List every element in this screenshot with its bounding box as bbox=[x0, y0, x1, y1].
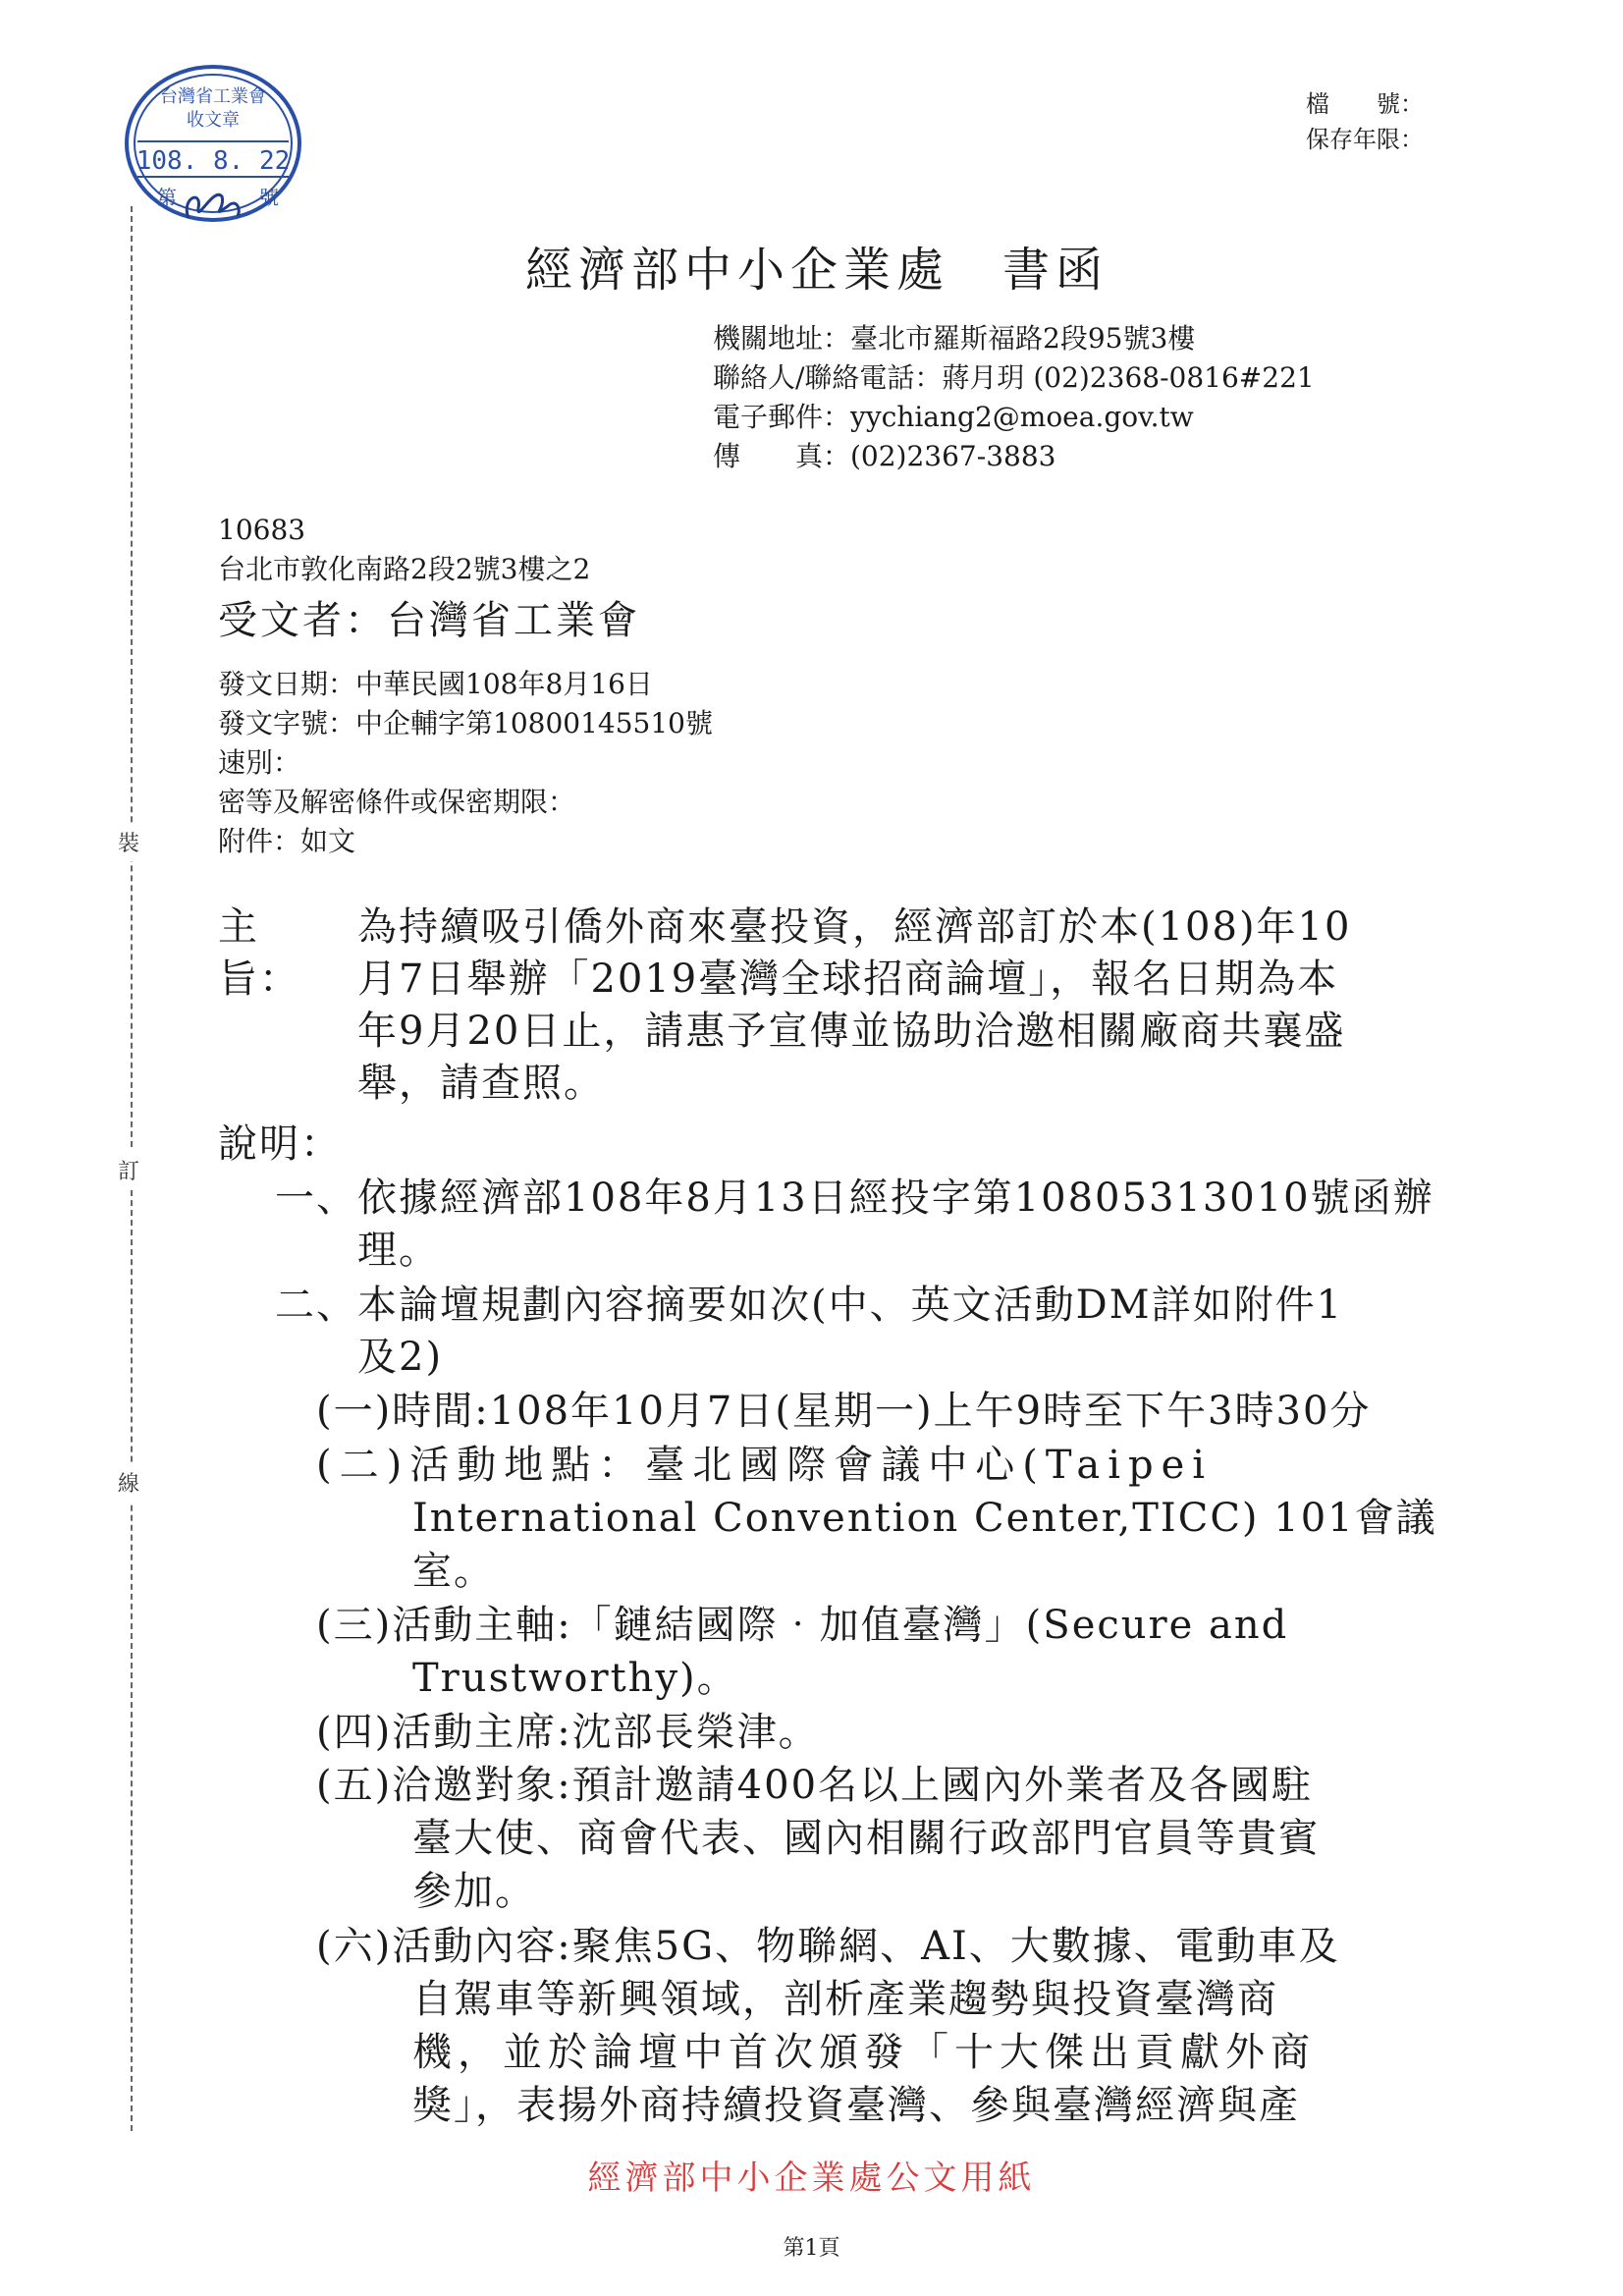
document-title bbox=[525, 232, 1109, 300]
speed-class: 速別： bbox=[218, 746, 301, 779]
recipient: 受文者：台灣省工業會 bbox=[218, 598, 640, 643]
binding-mark-ding: 訂 bbox=[118, 1151, 139, 1189]
binding-mark-zhuang: 裝 bbox=[118, 823, 139, 861]
stamp-number-prefix: 第 bbox=[157, 186, 177, 209]
contact-person: 聯絡人/聯絡電話：蔣月玥 (02)2368-0816#221 bbox=[713, 361, 1315, 394]
stamp-org: 台灣省工業會 bbox=[160, 86, 266, 107]
subject-line: 月7日舉辦「2019臺灣全球招商論壇」，報名日期為本 bbox=[357, 957, 1339, 1002]
received-stamp bbox=[120, 61, 306, 226]
stamp-number-suffix: 號 bbox=[259, 186, 279, 209]
sub-item-2: (二)活動地點：臺北國際會議中心(Taipei bbox=[316, 1443, 1214, 1488]
street-address: 台北市敦化南路2段2號3樓之2 bbox=[218, 553, 591, 585]
recipient-address bbox=[218, 511, 590, 589]
stamp-date: 108. 8. 22 bbox=[135, 146, 291, 176]
explanation-item-1-cont: 理。 bbox=[357, 1228, 440, 1273]
issuing-org: 經濟部中小企業處 bbox=[525, 243, 950, 298]
sub-item-3: (三)活動主軸:「鏈結國際‧加值臺灣」(Secure and bbox=[316, 1603, 1289, 1648]
secrecy-level: 密等及解密條件或保密期限： bbox=[218, 786, 576, 818]
explanation-item-2-cont: 及2) bbox=[357, 1335, 444, 1380]
signature-mark bbox=[187, 194, 239, 218]
explanation-item-2: 二、本論壇規劃內容摘要如次(中、英文活動DM詳如附件1 bbox=[275, 1283, 1344, 1328]
subject-label: 主旨： bbox=[218, 904, 300, 1002]
stamp-label: 收文章 bbox=[187, 110, 240, 131]
sub-item-3-cont: Trustworthy)。 bbox=[412, 1656, 738, 1701]
sub-item-6-cont: 機，並於論壇中首次頒發「十大傑出貢獻外商 bbox=[412, 2030, 1316, 2075]
sub-item-6-cont: 自駕車等新興領域，剖析產業趨勢與投資臺灣商 bbox=[412, 1977, 1278, 2022]
sub-item-6: (六)活動內容:聚焦5G、物聯網、AI、大數據、電動車及 bbox=[316, 1924, 1340, 1969]
sub-item-5: (五)洽邀對象:預計邀請400名以上國內外業者及各國駐 bbox=[316, 1763, 1314, 1808]
subject-line: 為持續吸引僑外商來臺投資，經濟部訂於本(108)年10 bbox=[357, 904, 1352, 950]
office-address: 機關地址：臺北市羅斯福路2段95號3樓 bbox=[713, 322, 1196, 355]
issue-date: 發文日期：中華民國108年8月16日 bbox=[218, 668, 653, 700]
file-number: 檔 號： bbox=[1306, 90, 1424, 118]
sub-item-2-cont: 室。 bbox=[412, 1549, 495, 1594]
file-meta bbox=[1306, 86, 1424, 157]
contact-email: 電子郵件：yychiang2@moea.gov.tw bbox=[713, 401, 1194, 433]
subject-line: 年9月20日止，請惠予宣傳並協助洽邀相關廠商共襄盛 bbox=[357, 1009, 1346, 1054]
sub-item-5-cont: 臺大使、商會代表、國內相關行政部門官員等貴賓 bbox=[412, 1816, 1320, 1861]
explanation-label: 說明： bbox=[218, 1121, 342, 1167]
sub-item-4: (四)活動主席:沈部長榮津。 bbox=[316, 1710, 820, 1755]
sub-item-2-cont: International Convention Center,TICC) 101會議 bbox=[412, 1496, 1437, 1541]
page-number: 第1頁 bbox=[783, 2236, 840, 2261]
retention-period: 保存年限： bbox=[1306, 126, 1424, 153]
subject-line: 舉，請查照。 bbox=[357, 1061, 605, 1106]
contact-block bbox=[713, 319, 1315, 476]
attachment: 附件：如文 bbox=[218, 825, 356, 857]
sub-item-5-cont: 參加。 bbox=[412, 1869, 536, 1914]
binding-mark-xian: 線 bbox=[118, 1463, 139, 1502]
postal-code: 10683 bbox=[218, 514, 306, 546]
sub-item-6-cont: 獎」，表揚外商持續投資臺灣、參與臺灣經濟與產 bbox=[412, 2083, 1300, 2128]
official-paper-label: 經濟部中小企業處公文用紙 bbox=[587, 2159, 1036, 2198]
contact-fax: 傳 真：(02)2367-3883 bbox=[713, 440, 1056, 472]
sub-item-1: (一)時間:108年10月7日(星期一)上午9時至下午3時30分 bbox=[316, 1389, 1372, 1434]
issue-meta bbox=[218, 665, 713, 861]
doc-number: 發文字號：中企輔字第10800145510號 bbox=[218, 707, 713, 739]
doc-type: 書函 bbox=[1002, 243, 1109, 298]
explanation-item-1: 一、依據經濟部108年8月13日經投字第10805313010號函辦 bbox=[275, 1175, 1434, 1221]
